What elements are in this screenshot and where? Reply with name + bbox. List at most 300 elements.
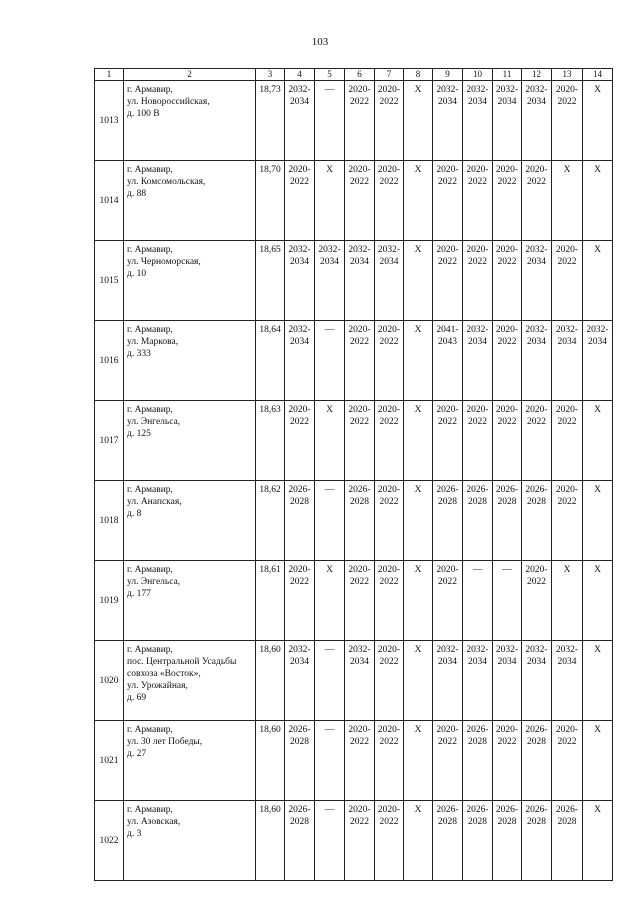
term-end: 2022 (527, 177, 546, 187)
address-line: совхоза «Восток», (127, 669, 201, 679)
address-cell (124, 801, 256, 881)
term-end: 2028 (497, 817, 517, 827)
term-start: 2020- (495, 325, 519, 335)
term-end: 2022 (379, 817, 399, 827)
term-end: 2034 (290, 657, 309, 667)
term-cell: Х (404, 801, 433, 881)
term-end: 2022 (379, 497, 399, 507)
row-number: 1019 (95, 561, 124, 641)
term-cell (375, 561, 404, 641)
term-start: 2020- (466, 165, 489, 175)
term-end: 2022 (379, 577, 399, 587)
table-header-row (95, 69, 613, 81)
area-cell: 18,63 (256, 401, 285, 481)
term-end: 2034 (527, 97, 546, 107)
term-start: 2020- (348, 805, 371, 815)
term-cell (375, 161, 404, 241)
term-end: 2034 (438, 657, 457, 667)
term-end: 2022 (557, 417, 577, 427)
term-start: 2020- (348, 405, 371, 415)
address-line: г. Армавир, (127, 565, 173, 575)
table-row (95, 81, 613, 161)
row-number: 1021 (95, 721, 124, 801)
term-cell: Х (315, 561, 345, 641)
term-start: 2020- (466, 405, 489, 415)
term-cell (522, 561, 552, 641)
term-start: 2032- (466, 325, 489, 335)
address-cell (124, 321, 256, 401)
row-number: 1018 (95, 481, 124, 561)
term-cell: Х (404, 401, 433, 481)
address-cell (124, 721, 256, 801)
term-start: 2026- (525, 725, 548, 735)
term-start: 2026- (288, 805, 311, 815)
address-line: д. 125 (127, 429, 151, 439)
page-number: 103 (311, 36, 329, 48)
term-cell (522, 241, 552, 321)
term-end: 2022 (557, 97, 577, 107)
term-start: 2041- (436, 325, 459, 335)
term-start: 2020- (377, 645, 401, 655)
area-cell: 18,62 (256, 481, 285, 561)
area-cell: 18,73 (256, 81, 285, 161)
term-cell: Х (404, 641, 433, 721)
term-cell (493, 321, 522, 401)
term-cell (285, 561, 315, 641)
term-start: 2032- (318, 245, 341, 255)
row-number: 1015 (95, 241, 124, 321)
term-end: 2034 (468, 657, 487, 667)
term-end: 2022 (290, 177, 309, 187)
term-start: 2020- (377, 85, 401, 95)
term-cell (522, 641, 552, 721)
term-cell (552, 721, 583, 801)
term-end: 2034 (468, 97, 487, 107)
term-cell (493, 81, 522, 161)
area-cell: 18,61 (256, 561, 285, 641)
term-start: 2020- (377, 565, 401, 575)
term-start: 2026- (495, 485, 519, 495)
address-line: ул. 30 лет Победы, (127, 737, 203, 747)
column-header: 2 (124, 69, 256, 81)
term-cell: Х (552, 161, 583, 241)
term-end: 2034 (557, 337, 577, 347)
address-line: г. Армавир, (127, 725, 173, 735)
term-start: 2032- (348, 245, 371, 255)
term-start: 2020- (377, 805, 401, 815)
term-start: 2032- (525, 325, 548, 335)
term-cell: Х (404, 561, 433, 641)
term-start: 2026- (288, 485, 311, 495)
term-end: 2022 (379, 657, 399, 667)
term-end: 2022 (497, 257, 517, 267)
address-cell (124, 161, 256, 241)
term-cell: — (315, 801, 345, 881)
column-header: 1 (95, 69, 124, 81)
term-start: 2032- (495, 645, 519, 655)
term-cell (433, 721, 463, 801)
address-cell (124, 481, 256, 561)
term-start: 2020- (348, 725, 371, 735)
term-start: 2020- (377, 485, 401, 495)
term-cell: — (315, 81, 345, 161)
term-end: 2022 (438, 417, 457, 427)
term-cell (463, 641, 493, 721)
term-cell (285, 161, 315, 241)
address-line: ул. Анапская, (127, 497, 182, 507)
term-start: 2026- (555, 805, 579, 815)
term-start: 2032- (466, 645, 489, 655)
term-end: 2022 (438, 257, 457, 267)
table-row (95, 481, 613, 561)
term-end: 2022 (350, 97, 369, 107)
term-end: 2022 (557, 737, 577, 747)
term-end: 2034 (527, 257, 546, 267)
table-row (95, 401, 613, 481)
term-end: 2022 (497, 337, 517, 347)
term-cell (433, 81, 463, 161)
term-end: 2022 (350, 177, 369, 187)
address-line: ул. Урожайная, (127, 681, 188, 691)
term-cell (493, 401, 522, 481)
address-line: д. 88 (127, 189, 147, 199)
term-end: 2022 (497, 177, 517, 187)
term-start: 2026- (436, 805, 459, 815)
term-cell (375, 721, 404, 801)
term-end: 2022 (438, 577, 457, 587)
term-start: 2020- (436, 725, 459, 735)
term-start: 2032- (348, 645, 371, 655)
area-cell: 18,60 (256, 801, 285, 881)
term-end: 2034 (320, 257, 339, 267)
term-cell: Х (315, 401, 345, 481)
term-cell (345, 241, 375, 321)
term-start: 2032- (525, 645, 548, 655)
term-end: 2034 (350, 257, 369, 267)
term-end: 2022 (379, 97, 399, 107)
term-cell: Х (583, 641, 613, 721)
term-end: 2022 (290, 417, 309, 427)
address-line: д. 177 (127, 589, 151, 599)
term-cell (285, 401, 315, 481)
term-start: 2020- (525, 565, 548, 575)
term-start: 2032- (288, 645, 311, 655)
term-start: 2020- (377, 725, 401, 735)
term-cell (345, 321, 375, 401)
column-header: 4 (285, 69, 315, 81)
term-cell: Х (404, 721, 433, 801)
column-header: 8 (404, 69, 433, 81)
address-line: ул. Черноморская, (127, 257, 201, 267)
address-line: д. 69 (127, 693, 147, 703)
term-cell (552, 481, 583, 561)
term-end: 2034 (588, 337, 607, 347)
term-end: 2022 (350, 337, 369, 347)
term-start: 2020- (555, 725, 579, 735)
term-end: 2034 (438, 97, 457, 107)
row-number: 1013 (95, 81, 124, 161)
address-line: д. 8 (127, 509, 142, 519)
term-cell (522, 321, 552, 401)
term-end: 2022 (290, 577, 309, 587)
term-end: 2034 (290, 97, 309, 107)
address-line: г. Армавир, (127, 325, 173, 335)
term-start: 2020- (348, 85, 371, 95)
address-cell (124, 81, 256, 161)
term-cell (285, 641, 315, 721)
term-end: 2022 (468, 177, 487, 187)
table-body (95, 69, 613, 881)
term-cell (522, 401, 552, 481)
term-start: 2020- (495, 405, 519, 415)
term-cell (552, 321, 583, 401)
term-start: 2032- (586, 325, 609, 335)
term-end: 2022 (468, 417, 487, 427)
term-cell (493, 161, 522, 241)
term-end: 2034 (350, 657, 369, 667)
term-end: 2028 (468, 817, 487, 827)
term-cell (375, 241, 404, 321)
term-cell (463, 481, 493, 561)
term-cell (493, 801, 522, 881)
term-cell (463, 721, 493, 801)
term-cell (522, 481, 552, 561)
term-start: 2020- (525, 165, 548, 175)
term-cell (345, 561, 375, 641)
term-cell (285, 241, 315, 321)
term-cell (463, 801, 493, 881)
address-cell (124, 641, 256, 721)
address-line: г. Армавир, (127, 165, 173, 175)
term-start: 2020- (495, 245, 519, 255)
address-line: ул. Энгельса, (127, 577, 181, 587)
term-cell (463, 241, 493, 321)
address-line: г. Армавир, (127, 805, 173, 815)
term-cell (463, 161, 493, 241)
term-cell: Х (404, 481, 433, 561)
term-end: 2028 (290, 737, 309, 747)
term-cell (493, 481, 522, 561)
term-end: 2022 (350, 417, 369, 427)
term-start: 2032- (495, 85, 519, 95)
term-cell (463, 401, 493, 481)
term-cell (493, 641, 522, 721)
area-cell: 18,60 (256, 721, 285, 801)
term-cell (433, 561, 463, 641)
term-end: 2028 (290, 817, 309, 827)
term-cell (552, 641, 583, 721)
term-start: 2020- (555, 245, 579, 255)
column-header: 7 (375, 69, 404, 81)
address-line: д. 27 (127, 749, 147, 759)
term-start: 2020- (348, 325, 371, 335)
term-cell: — (493, 561, 522, 641)
term-end: 2022 (497, 737, 517, 747)
table-row (95, 561, 613, 641)
term-cell (493, 241, 522, 321)
term-end: 2022 (557, 257, 577, 267)
term-cell: — (315, 321, 345, 401)
address-line: г. Армавир, (127, 405, 173, 415)
term-start: 2032- (288, 85, 311, 95)
address-line: г. Армавир, (127, 645, 173, 655)
term-cell (285, 801, 315, 881)
term-end: 2028 (527, 497, 546, 507)
term-cell (433, 481, 463, 561)
address-line: ул. Энгельса, (127, 417, 181, 427)
term-end: 2028 (438, 817, 457, 827)
table-row (95, 721, 613, 801)
term-cell (285, 721, 315, 801)
term-end: 2022 (350, 577, 369, 587)
address-line: ул. Азовская, (127, 817, 181, 827)
term-start: 2020- (288, 165, 311, 175)
column-header: 5 (315, 69, 345, 81)
term-end: 2022 (379, 177, 399, 187)
term-cell (493, 721, 522, 801)
term-cell: Х (583, 401, 613, 481)
address-line: д. 3 (127, 829, 142, 839)
term-end: 2034 (527, 337, 546, 347)
term-cell (433, 161, 463, 241)
row-number: 1020 (95, 641, 124, 721)
term-start: 2020- (377, 165, 401, 175)
term-cell (345, 801, 375, 881)
term-cell (552, 81, 583, 161)
term-start: 2026- (348, 485, 371, 495)
term-cell (522, 801, 552, 881)
term-start: 2026- (525, 805, 548, 815)
term-start: 2026- (466, 725, 489, 735)
term-start: 2032- (525, 85, 548, 95)
term-end: 2028 (497, 497, 517, 507)
term-end: 2022 (497, 417, 517, 427)
column-header: 11 (493, 69, 522, 81)
term-start: 2020- (555, 85, 579, 95)
term-cell (552, 241, 583, 321)
term-cell: Х (404, 81, 433, 161)
area-cell: 18,65 (256, 241, 285, 321)
term-cell (463, 321, 493, 401)
term-cell: — (463, 561, 493, 641)
column-header: 6 (345, 69, 375, 81)
area-cell: 18,60 (256, 641, 285, 721)
registry-table (94, 68, 613, 881)
term-cell (522, 161, 552, 241)
term-cell: Х (552, 561, 583, 641)
term-end: 2028 (438, 497, 457, 507)
term-cell (345, 81, 375, 161)
term-end: 2028 (350, 497, 369, 507)
term-end: 2034 (290, 337, 309, 347)
term-end: 2034 (468, 337, 487, 347)
address-line: г. Армавир, (127, 85, 173, 95)
term-end: 2034 (557, 657, 577, 667)
term-end: 2022 (350, 737, 369, 747)
term-cell (345, 161, 375, 241)
address-line: ул. Маркова, (127, 337, 179, 347)
term-end: 2022 (438, 737, 457, 747)
term-start: 2020- (495, 165, 519, 175)
address-line: г. Армавир, (127, 485, 173, 495)
address-line: ул. Комсомольская, (127, 177, 206, 187)
term-end: 2022 (527, 417, 546, 427)
address-cell (124, 561, 256, 641)
term-start: 2032- (377, 245, 401, 255)
column-header: 12 (522, 69, 552, 81)
term-start: 2020- (288, 565, 311, 575)
term-start: 2020- (348, 565, 371, 575)
term-cell (433, 801, 463, 881)
term-start: 2020- (436, 565, 459, 575)
term-cell (552, 401, 583, 481)
term-cell: — (315, 721, 345, 801)
address-line: д. 333 (127, 349, 151, 359)
address-line: пос. Центральной Усадьбы (127, 657, 237, 667)
term-cell (345, 401, 375, 481)
term-start: 2026- (466, 805, 489, 815)
term-cell (375, 641, 404, 721)
term-cell (315, 241, 345, 321)
term-cell: Х (315, 161, 345, 241)
term-cell (375, 481, 404, 561)
term-end: 2034 (527, 657, 546, 667)
area-cell: 18,70 (256, 161, 285, 241)
term-end: 2022 (350, 817, 369, 827)
term-cell (583, 321, 613, 401)
term-end: 2022 (379, 417, 399, 427)
term-start: 2020- (495, 725, 519, 735)
term-end: 2034 (290, 257, 309, 267)
term-cell: Х (404, 241, 433, 321)
term-start: 2020- (377, 405, 401, 415)
term-end: 2022 (527, 577, 546, 587)
term-cell (433, 641, 463, 721)
term-cell (433, 401, 463, 481)
term-start: 2020- (436, 405, 459, 415)
term-end: 2034 (379, 257, 399, 267)
term-start: 2026- (288, 725, 311, 735)
term-start: 2020- (436, 165, 459, 175)
term-end: 2022 (438, 177, 457, 187)
table-row (95, 321, 613, 401)
term-cell: Х (583, 241, 613, 321)
term-cell (375, 801, 404, 881)
term-cell: Х (583, 81, 613, 161)
term-end: 2028 (557, 817, 577, 827)
column-header: 3 (256, 69, 285, 81)
term-start: 2020- (436, 245, 459, 255)
term-cell: Х (583, 481, 613, 561)
term-end: 2034 (497, 657, 517, 667)
term-start: 2020- (288, 405, 311, 415)
term-start: 2020- (348, 165, 371, 175)
term-start: 2032- (525, 245, 548, 255)
term-cell (375, 401, 404, 481)
address-cell (124, 401, 256, 481)
term-end: 2028 (527, 737, 546, 747)
address-line: г. Армавир, (127, 245, 173, 255)
term-start: 2032- (466, 85, 489, 95)
column-header: 14 (583, 69, 613, 81)
term-cell (375, 321, 404, 401)
table-row (95, 801, 613, 881)
term-cell (522, 81, 552, 161)
term-start: 2020- (525, 405, 548, 415)
term-end: 2022 (468, 257, 487, 267)
term-cell (285, 81, 315, 161)
term-cell (345, 481, 375, 561)
